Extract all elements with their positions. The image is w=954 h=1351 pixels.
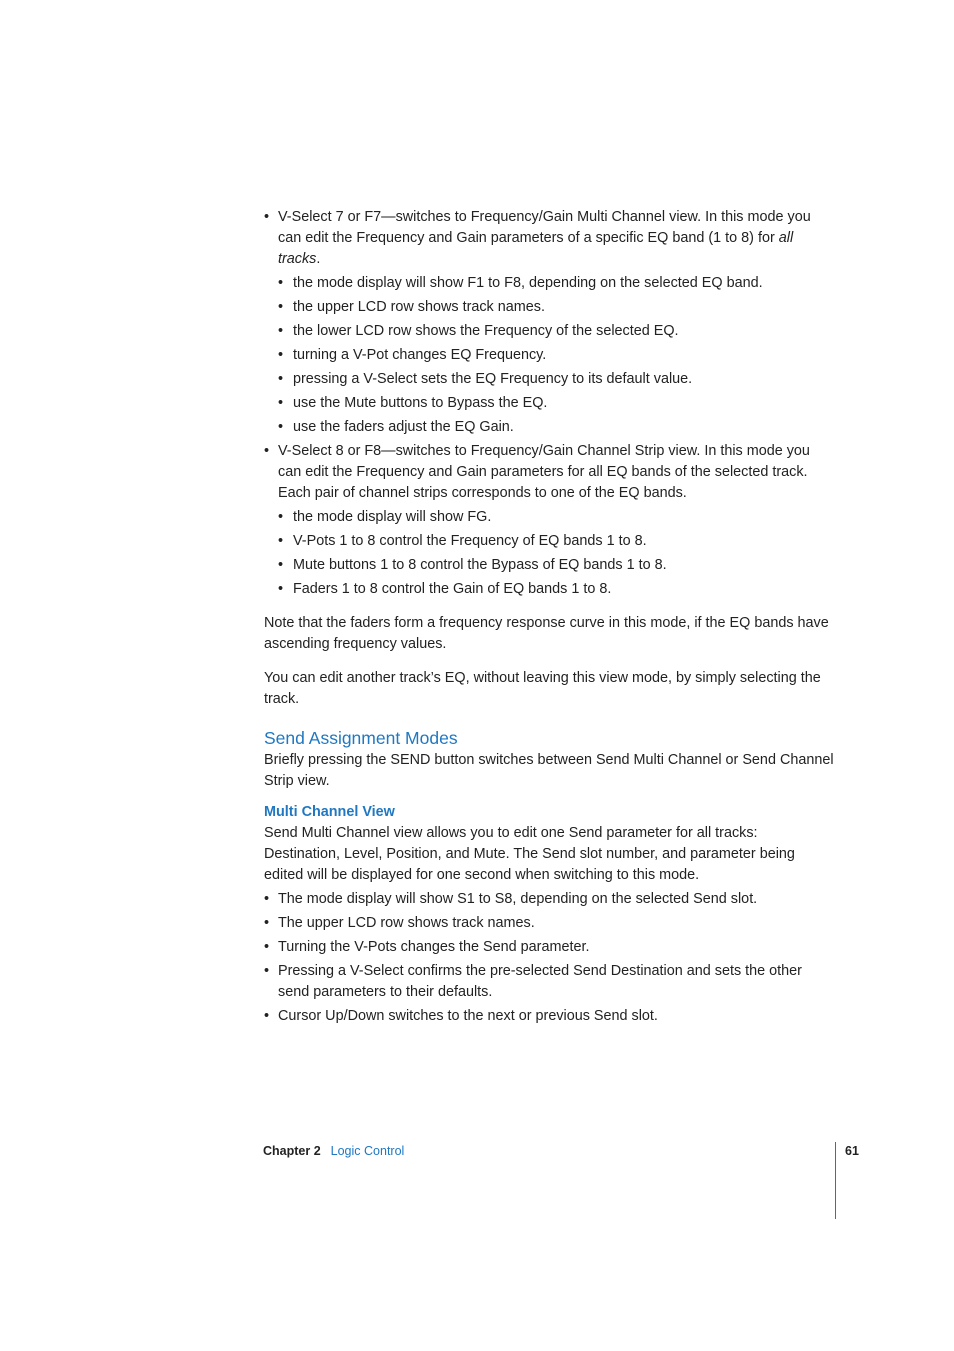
multi-channel-list [264, 889, 834, 1027]
footer-section: Logic Control [330, 1144, 405, 1158]
sub-list [264, 507, 834, 600]
list-item: • Faders 1 to 8 control the Gain of EQ bands 1 to 8. [264, 579, 834, 600]
section-intro: Briefly pressing the SEND button switches between Send Multi Channel or Send Channel Strip view. [264, 752, 834, 789]
list-item: • the upper LCD row shows track names. [264, 297, 834, 318]
list-item: • Cursor Up/Down switches to the next or previous Send slot. [264, 1006, 834, 1027]
list-item: • turning a V-Pot changes EQ Frequency. [264, 345, 834, 366]
list-item: • use the Mute buttons to Bypass the EQ. [264, 393, 834, 414]
list-item: • Turning the V-Pots changes the Send parameter. [264, 937, 834, 958]
list-item: • V-Select 8 or F8—switches to Frequency/Gain Channel Strip view. In this mode you can edit the Frequency and Gain parameters for all EQ bands of the selected track. Each pair of channel strips corresponds to one of the EQ bands. [264, 441, 834, 504]
list-item: • the mode display will show F1 to F8, depending on the selected EQ band. [264, 273, 834, 294]
page-footer [263, 1142, 404, 1160]
main-content [264, 207, 834, 1030]
footer-divider [835, 1142, 836, 1219]
list-item: • the lower LCD row shows the Frequency of the selected EQ. [264, 321, 834, 342]
page-number: 61 [845, 1144, 859, 1158]
sub-list [264, 273, 834, 438]
list-item: • pressing a V-Select sets the EQ Frequency to its default value. [264, 369, 834, 390]
footer-chapter: Chapter 2 [263, 1144, 321, 1158]
edit-paragraph: You can edit another track’s EQ, without leaving this view mode, by simply selecting the track. [264, 670, 821, 707]
list-item: • the mode display will show FG. [264, 507, 834, 528]
list-item: • The upper LCD row shows track names. [264, 913, 834, 934]
list-item: • V-Pots 1 to 8 control the Frequency of EQ bands 1 to 8. [264, 531, 834, 552]
subsection-heading: Multi Channel View [264, 804, 395, 820]
list-item: • The mode display will show S1 to S8, depending on the selected Send slot. [264, 889, 834, 910]
note-paragraph: Note that the faders form a frequency response curve in this mode, if the EQ bands have ascending frequency values. [264, 615, 829, 652]
list-item: • use the faders adjust the EQ Gain. [264, 417, 834, 438]
section-heading: Send Assignment Modes [264, 728, 458, 748]
list-item: • Mute buttons 1 to 8 control the Bypass of EQ bands 1 to 8. [264, 555, 834, 576]
list-item: • V-Select 7 or F7—switches to Frequency/Gain Multi Channel view. In this mode you can edit the Frequency and Gain parameters of a specific EQ band (1 to 8) for all tracks. [264, 207, 834, 270]
list-item: • Pressing a V-Select confirms the pre-selected Send Destination and sets the other send parameters to their defaults. [264, 961, 834, 1003]
subsection-intro: Send Multi Channel view allows you to edit one Send parameter for all tracks: Destination, Level, Position, and Mute. The Send slot number, and parameter being edited will be displayed for one second when switching to this mode. [264, 825, 795, 883]
